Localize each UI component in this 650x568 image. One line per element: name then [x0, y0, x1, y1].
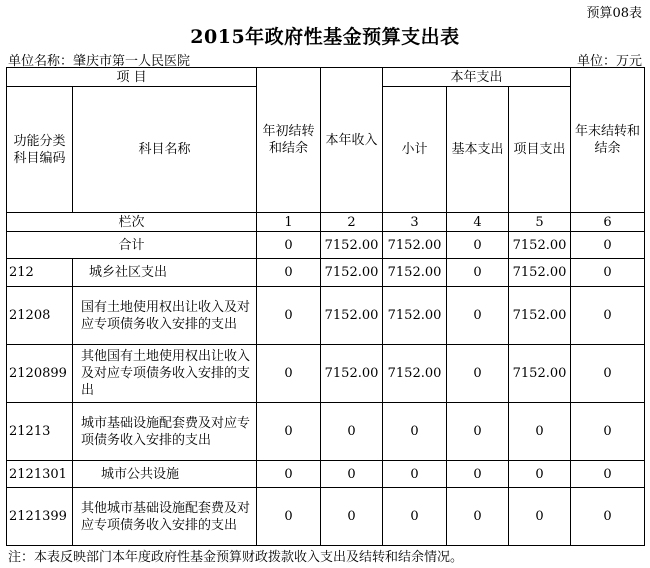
row-value: 0 — [571, 287, 645, 345]
row-value: 0 — [571, 259, 645, 287]
table-row — [7, 345, 645, 403]
row-value: 0 — [257, 345, 321, 403]
header-ending-balance: 年末结转和结余 — [571, 68, 645, 213]
row-value: 7152.00 — [321, 287, 383, 345]
row-value: 7152.00 — [321, 345, 383, 403]
column-number: 5 — [509, 213, 571, 232]
row-value: 0 — [383, 488, 447, 546]
row-value: 0 — [447, 461, 509, 488]
row-name: 国有土地使用权出让收入及对应专项债务收入安排的支出 — [73, 287, 257, 345]
row-code: 2121399 — [7, 488, 73, 546]
unit-name: 单位名称：肇庆市第一人民医院 — [8, 54, 191, 69]
table-row — [7, 287, 645, 345]
header-item: 项 目 — [7, 68, 257, 87]
row-value: 0 — [447, 345, 509, 403]
row-value: 0 — [321, 488, 383, 546]
form-number: 预算08表 — [586, 6, 642, 21]
row-name: 其他国有土地使用权出让收入及对应专项债务收入安排的支出 — [73, 345, 257, 403]
column-number: 6 — [571, 213, 645, 232]
row-value: 7152.00 — [509, 345, 571, 403]
row-value: 0 — [509, 488, 571, 546]
row-value: 0 — [509, 403, 571, 461]
row-value: 0 — [321, 461, 383, 488]
row-value: 0 — [321, 403, 383, 461]
total-cell: 0 — [447, 232, 509, 259]
row-value: 7152.00 — [509, 287, 571, 345]
row-value: 0 — [447, 259, 509, 287]
budget-table — [6, 67, 645, 546]
row-value: 7152.00 — [509, 259, 571, 287]
row-code: 21213 — [7, 403, 73, 461]
table-row — [7, 403, 645, 461]
row-value: 0 — [447, 488, 509, 546]
row-value: 0 — [571, 345, 645, 403]
page-title: 2015年政府性基金预算支出表 — [190, 26, 460, 48]
header-beginning-balance: 年初结转和结余 — [257, 68, 321, 213]
row-value: 7152.00 — [321, 259, 383, 287]
row-value: 0 — [447, 287, 509, 345]
row-value: 7152.00 — [383, 259, 447, 287]
table-row — [7, 488, 645, 546]
row-value: 0 — [571, 461, 645, 488]
row-name: 城市公共设施 — [73, 461, 257, 488]
total-cell: 0 — [257, 232, 321, 259]
header-current-income: 本年收入 — [321, 68, 383, 213]
row-value: 0 — [257, 461, 321, 488]
row-name: 其他城市基础设施配套费及对应专项债务收入安排的支出 — [73, 488, 257, 546]
row-name: 城市基础设施配套费及对应专项债务收入安排的支出 — [73, 403, 257, 461]
table-row — [7, 461, 645, 488]
row-value: 0 — [383, 461, 447, 488]
row-value: 7152.00 — [383, 345, 447, 403]
header-project-expense: 项目支出 — [509, 87, 571, 213]
total-row — [7, 232, 645, 259]
row-name: 城乡社区支出 — [73, 259, 257, 287]
header-subtotal: 小计 — [383, 87, 447, 213]
row-code: 21208 — [7, 287, 73, 345]
row-value: 0 — [257, 259, 321, 287]
row-code: 2120899 — [7, 345, 73, 403]
row-value: 0 — [383, 403, 447, 461]
row-code: 2121301 — [7, 461, 73, 488]
column-number: 2 — [321, 213, 383, 232]
column-number: 3 — [383, 213, 447, 232]
total-cell: 0 — [571, 232, 645, 259]
row-value: 0 — [509, 461, 571, 488]
total-cell: 7152.00 — [509, 232, 571, 259]
table-row — [7, 259, 645, 287]
row-value: 0 — [257, 403, 321, 461]
row-value: 0 — [571, 488, 645, 546]
header-current-year-expense: 本年支出 — [383, 68, 571, 87]
total-cell: 7152.00 — [321, 232, 383, 259]
total-label: 合计 — [7, 232, 257, 259]
column-number-row — [7, 213, 645, 232]
header-name: 科目名称 — [73, 87, 257, 213]
header-code: 功能分类科目编码 — [7, 87, 73, 213]
row-value: 0 — [571, 403, 645, 461]
row-value: 7152.00 — [383, 287, 447, 345]
row-value: 0 — [257, 287, 321, 345]
header-basic-expense: 基本支出 — [447, 87, 509, 213]
row-value: 0 — [447, 403, 509, 461]
column-number: 1 — [257, 213, 321, 232]
row-code: 212 — [7, 259, 73, 287]
total-cell: 7152.00 — [383, 232, 447, 259]
column-number-label: 栏次 — [7, 213, 257, 232]
currency-unit: 单位：万元 — [576, 54, 642, 69]
row-value: 0 — [257, 488, 321, 546]
column-number: 4 — [447, 213, 509, 232]
footnote: 注：本表反映部门本年度政府性基金预算财政拨款收入支出及结转和结余情况。 — [8, 550, 464, 565]
